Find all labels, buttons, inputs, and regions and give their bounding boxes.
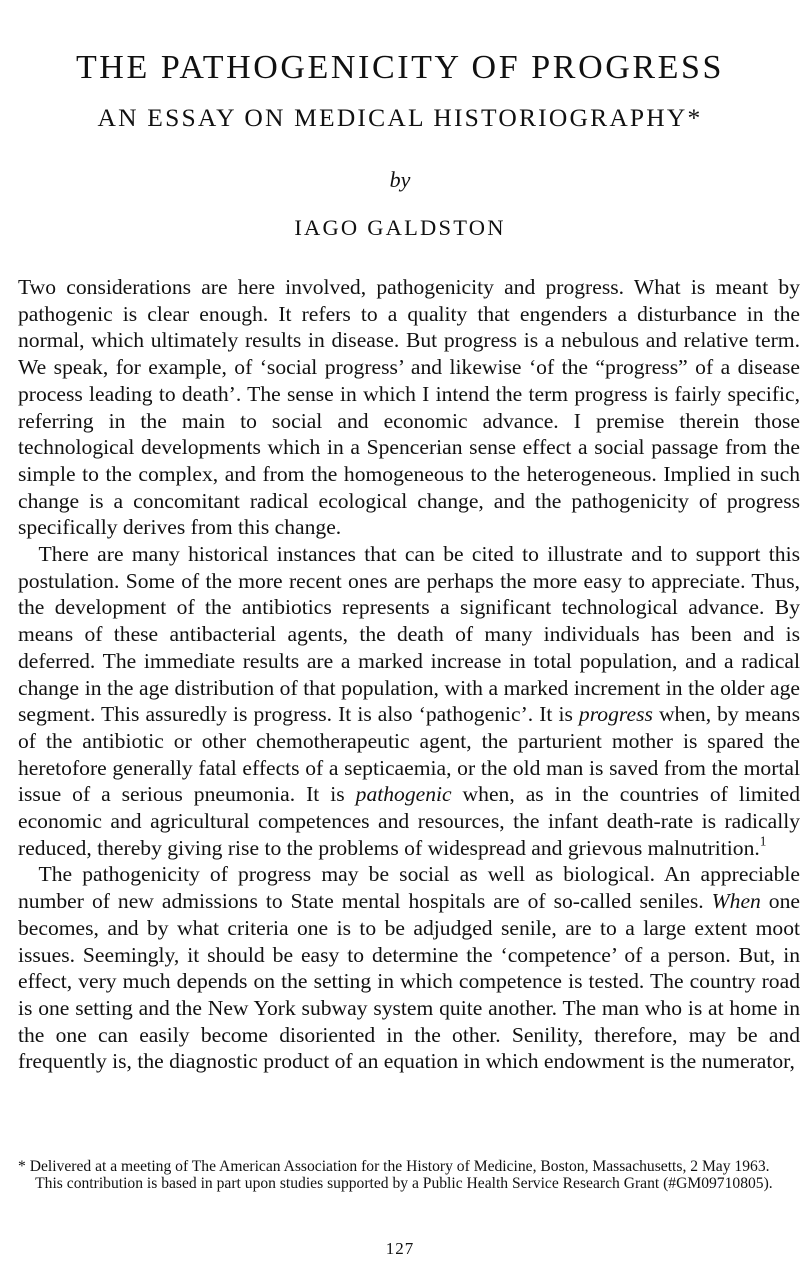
text-run: Two considerations are here involved, pathogenicity and progress. What is meant by pathogenic is clear enough. It refers to a quality that engenders a disturbance in the normal, which ultimately results in disease. But progress is a nebulous and relative term. We speak, for example, of ‘social progress’ and likewise ‘of the “progress” of a disease process leading to death’. The sense in which I intend the term progress is fairly specific, referring in the main to social and economic advance. I premise therein those technological developments which in a Spencerian sense effect a social passage from the simple to the complex, and from the homogeneous to the heterogeneous. Implied in such change is a concomitant radical ecological change, and the pathogenicity of progress specifically derives from this change. <box>18 275 800 540</box>
emphasis-text: pathogenic <box>355 782 452 807</box>
article-subtitle: AN ESSAY ON MEDICAL HISTORIOGRAPHY* <box>97 103 703 132</box>
footnote-reference: 1 <box>759 833 767 849</box>
emphasis-text: progress <box>578 702 653 727</box>
text-run: There are many historical instances that can be cited to illustrate and to support this postulation. Some of the more recent ones are perhaps the more easy to appreciate. Thus, the development of the antibiotics represents a significant technological advance. By means of these antibacterial agents, the death of many individuals has been and is deferred. The immediate results are a marked increase in total population, and a radical change in the age distribution of that population, with a marked increment in the older age segment. This assuredly is progress. It is also ‘pathogenic’. It is <box>18 542 800 727</box>
article-title: THE PATHOGENICITY OF PROGRESS <box>75 49 725 86</box>
text-run: when, as in the countries of limited economic and agricultural competences and resources, the infant death-rate is radically reduced, thereby giving rise to the problems of widespread and grievous malnutrition. <box>18 782 800 860</box>
footnote-delivery: * Delivered at a meeting of The American Association for the History of Medicine, Boston, Massachusetts, 2 May 1963. <box>18 1158 770 1175</box>
article-body <box>18 274 800 1075</box>
footnotes <box>18 1158 798 1193</box>
emphasis-text: When <box>711 889 761 914</box>
body-paragraph <box>18 274 800 541</box>
text-run: one becomes, and by what criteria one is to be adjudged senile, are to a large extent moot issues. Seemingly, it should be easy to determine the ‘competence’ of a person. But, in effect, very much depends on the setting in which competence is tested. The country road is one setting and the New York subway system quite another. The man who is at home in the one can easily become disoriented in the other. Senility, therefore, may be and frequently is, the diagnostic product of an equation in which endowment is the numerator, <box>18 889 800 1074</box>
footnote-grant: This contribution is based in part upon studies supported by a Public Health Service Research Grant (#GM09710805). <box>35 1175 773 1193</box>
page-number: 127 <box>385 1239 415 1258</box>
text-run: The pathogenicity of progress may be social as well as biological. An appreciable number of new admissions to State mental hospitals are of so-called seniles. <box>18 862 800 914</box>
text-run: when, by means of the antibiotic or other chemotherapeutic agent, the parturient mother is spared the heretofore generally fatal effects of a septicaemia, or the old man is saved from the mortal issue of a serious pneumonia. It is <box>18 702 800 807</box>
body-paragraph <box>18 541 800 861</box>
body-paragraph <box>18 861 800 1075</box>
byline: by <box>389 167 411 192</box>
author-name: IAGO GALDSTON <box>294 215 506 240</box>
